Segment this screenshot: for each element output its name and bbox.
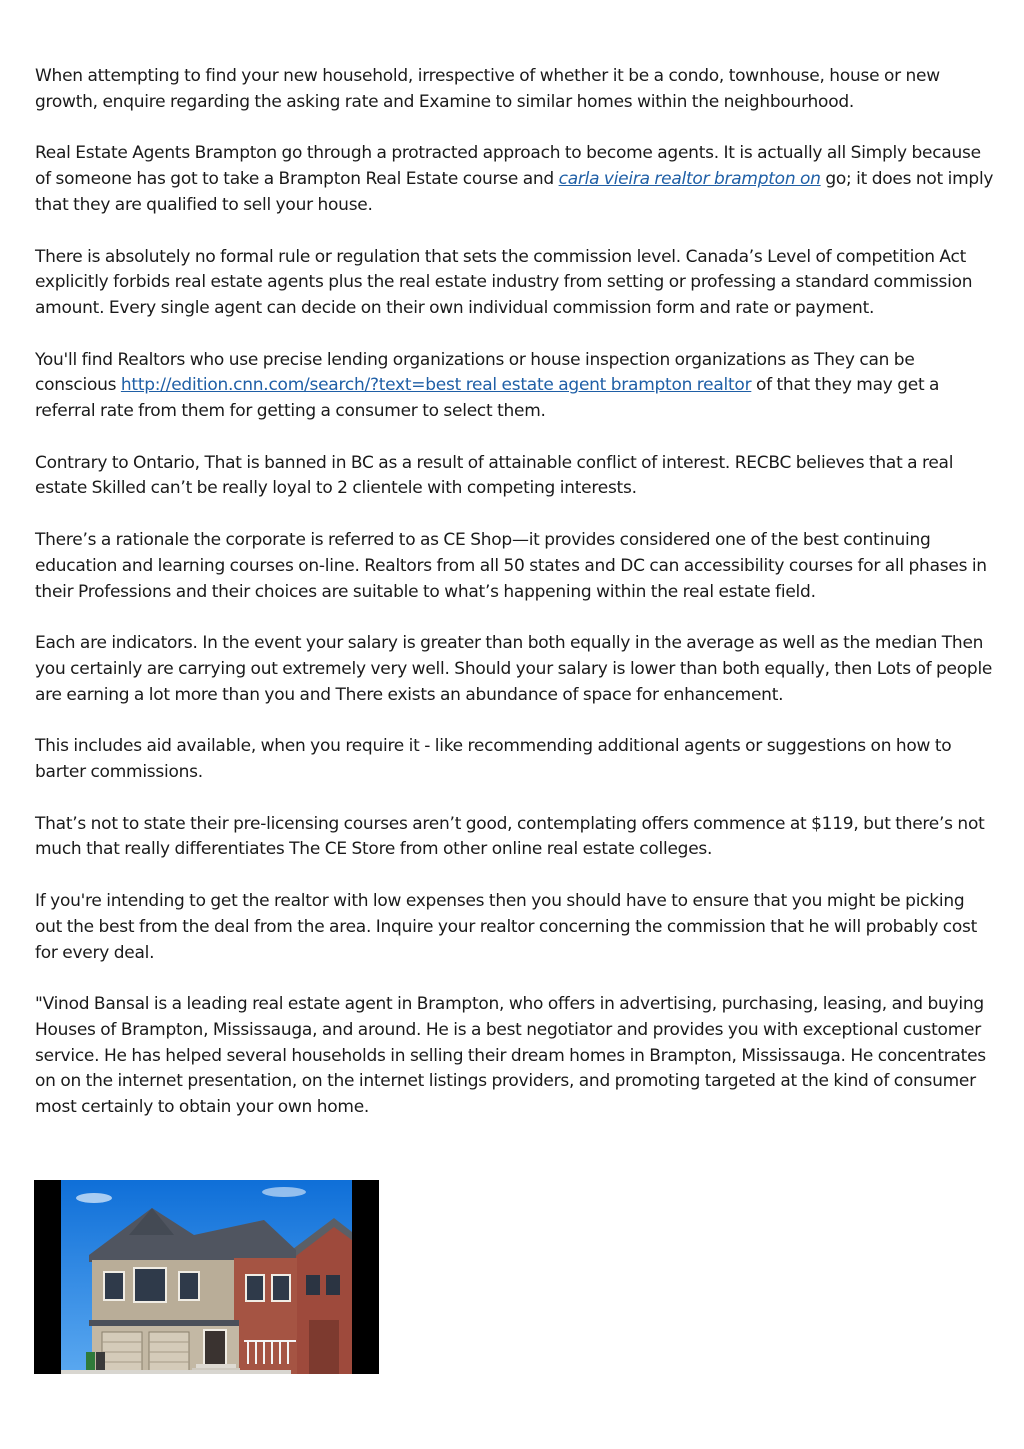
paragraph-10: If you're intending to get the realtor with low expenses then you should have to ensure that you might be picking out the best from the deal from the area. Inquire your realtor concerning the commission that he will probably cost for every deal. xyxy=(35,891,978,963)
document-body xyxy=(35,64,995,1147)
paragraph-4-after: of that they may get a referral rate from them for getting a consumer to select them. xyxy=(35,375,940,422)
paragraph-2-before: Real Estate Agents Brampton go through a protracted approach to become agents. It is actually all Simply because of someone has got to take a Brampton Real Estate course and xyxy=(35,143,981,190)
house-illustration xyxy=(34,1180,379,1374)
paragraph-4 xyxy=(35,348,995,425)
paragraph-9: That’s not to state their pre-licensing courses aren’t good, contemplating offers commence at $119, but there’s not much that really differentiates The CE Store from other online real estate colleges. xyxy=(35,813,985,860)
link-carla-vieira-realtor[interactable]: carla vieira realtor brampton on xyxy=(558,169,821,190)
paragraph-8: This includes aid available, when you require it - like recommending additional agents or suggestions on how to barter commissions. xyxy=(35,736,952,783)
paragraph-5: Contrary to Ontario, That is banned in BC as a result of attainable conflict of interest. RECBC believes that a real estate Skilled can’t be really loyal to 2 clientele with competing interests. xyxy=(35,452,954,499)
house-photo xyxy=(34,1180,379,1374)
paragraph-7: Each are indicators. In the event your salary is greater than both equally in the average as well as the median Then you certainly are carrying out extremely very well. Should your salary is lower than both equally, then Lots of people are earning a lot more than you and There exists an abundance of space for enhancement. xyxy=(35,633,993,705)
paragraph-3: There is absolutely no formal rule or regulation that sets the commission level. Canada’s Level of competition Act explicitly forbids real estate agents plus the real estate industry from setting or professing a standard commission amount. Every single agent can decide on their own individual commission form and rate or payment. xyxy=(35,246,973,318)
paragraph-2 xyxy=(35,141,995,218)
paragraph-4-before: You'll find Realtors who use precise lending organizations or house inspection organizations as They can be conscious xyxy=(35,349,915,396)
paragraph-6: There’s a rationale the corporate is referred to as CE Shop—it provides considered one of the best continuing education and learning courses on-line. Realtors from all 50 states and DC can accessibility courses for all phases in their Professions and their choices are suitable to what’s happening within the real estate field. xyxy=(35,530,987,602)
paragraph-1: When attempting to find your new household, irrespective of whether it be a condo, townhouse, house or new growth, enquire regarding the asking rate and Examine to similar homes within the neighbourhood. xyxy=(35,66,940,112)
link-cnn-search[interactable]: http://edition.cnn.com/search/?text=best real estate agent brampton realtor xyxy=(120,375,752,396)
paragraph-11: "Vinod Bansal is a leading real estate agent in Brampton, who offers in advertising, purchasing, leasing, and buying Houses of Brampton, Mississauga, and around. He is a best negotiator and provides you with exceptional customer service. He has helped several households in selling their dream homes in Brampton, Mississauga. He concentrates on on the internet presentation, on the internet listings providers, and promoting targeted at the kind of consumer most certainly to obtain your own home. xyxy=(35,994,986,1118)
paragraph-2-after: go; it does not imply that they are qualified to sell your house. xyxy=(35,169,994,215)
